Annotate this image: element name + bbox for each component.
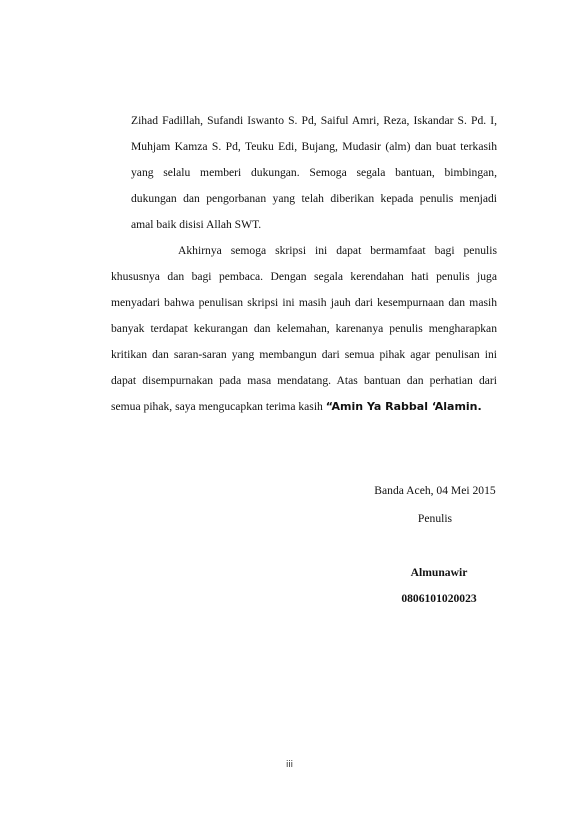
closing-emphasis: “Amin Ya Rabbal ‘Alamin. bbox=[325, 400, 482, 413]
page-number: iii bbox=[285, 760, 294, 770]
closing-line-5: kritikan dan saran-saran yang membangun dari semua pihak agar penulisan ini bbox=[111, 348, 497, 361]
closing-line-4: banyak terdapat kekurangan dan kelemahan, karenanya penulis mengharapkan bbox=[111, 322, 497, 335]
closing-line-7-text: semua pihak, saya mengucapkan terima kasih bbox=[111, 400, 326, 413]
closing-line-6: dapat disempurnakan pada masa mendatang. Atas bantuan dan perhatian dari bbox=[111, 374, 497, 387]
ack-line-4: dukungan dan pengorbanan yang telah diberikan kepada penulis menjadi bbox=[131, 192, 497, 205]
ack-line-3: yang selalu memberi dukungan. Semoga segala bantuan, bimbingan, bbox=[131, 166, 497, 179]
author-role: Penulis bbox=[417, 512, 453, 525]
closing-line-2: khususnya dan bagi pembaca. Dengan segala kerendahan hati penulis juga bbox=[111, 270, 497, 283]
closing-line-3: menyadari bahwa penulisan skripsi ini masih jauh dari kesempurnaan dan masih bbox=[111, 296, 497, 309]
place-date: Banda Aceh, 04 Mei 2015 bbox=[374, 484, 496, 497]
ack-line-2: Muhjam Kamza S. Pd, Teuku Edi, Bujang, Mudasir (alm) dan buat terkasih bbox=[131, 140, 497, 153]
closing-line-7 bbox=[111, 400, 482, 414]
ack-line-1: Zihad Fadillah, Sufandi Iswanto S. Pd, Saiful Amri, Reza, Iskandar S. Pd. I, bbox=[131, 114, 497, 127]
author-name: Almunawir bbox=[410, 566, 468, 579]
closing-line-1: Akhirnya semoga skripsi ini dapat bermamfaat bagi penulis bbox=[178, 244, 497, 257]
author-id-number: 0806101020023 bbox=[401, 592, 477, 605]
ack-line-5: amal baik disisi Allah SWT. bbox=[131, 218, 262, 231]
